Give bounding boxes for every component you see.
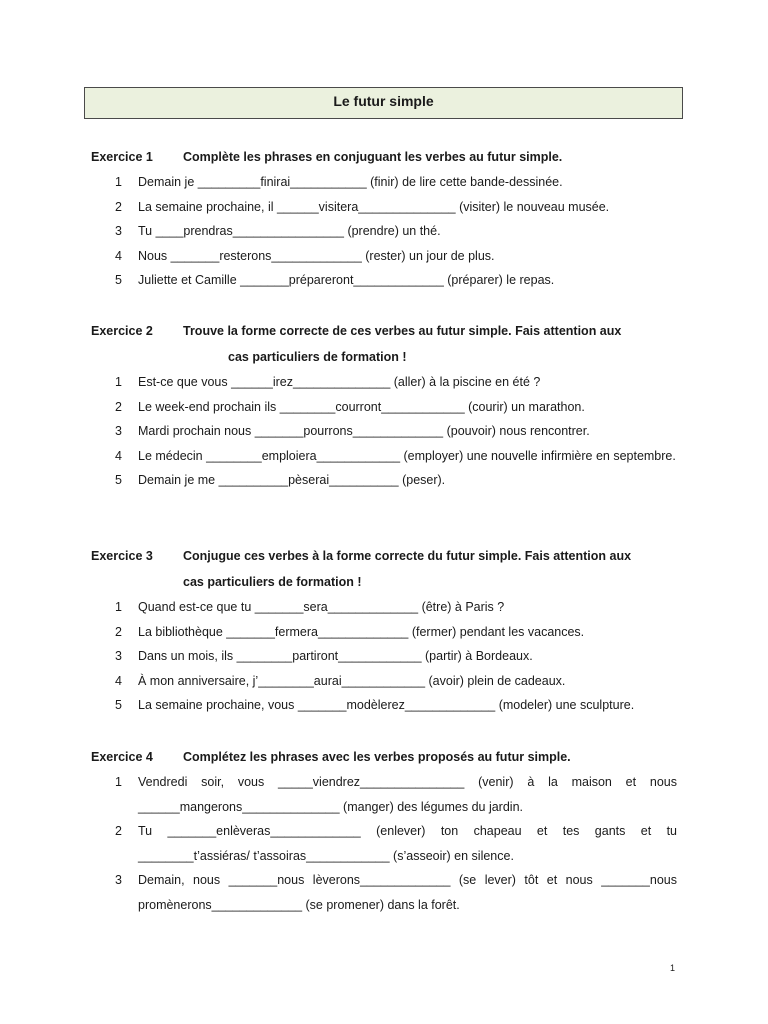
list-item xyxy=(91,595,677,620)
exercise-3 xyxy=(91,543,677,718)
list-item xyxy=(91,395,677,420)
exercise-label: Exercice 3 xyxy=(91,549,153,563)
list-item xyxy=(91,244,677,269)
item-number: 4 xyxy=(115,248,122,263)
item-number: 1 xyxy=(115,375,122,389)
item-number: 3 xyxy=(115,873,122,888)
exercise-header xyxy=(91,744,677,770)
exercise-items xyxy=(91,595,677,718)
exercise-header xyxy=(91,144,677,170)
item-number: 1 xyxy=(115,775,122,789)
item-number: 5 xyxy=(115,273,122,288)
item-number: 2 xyxy=(115,399,122,414)
exercise-header-continued xyxy=(91,344,677,370)
item-text: Le médecin ________emploiera____________ (employer) une nouvelle infirmière en septembre. xyxy=(138,448,676,463)
item-text: Demain, nous _______nous lèverons_____________ (se lever) tôt et nous _______nous promènerons_____________ (se promener) dans la forêt. xyxy=(138,873,677,912)
item-text: La semaine prochaine, vous _______modèlerez_____________ (modeler) une sculpture. xyxy=(138,698,635,713)
item-number: 5 xyxy=(115,473,122,488)
list-item xyxy=(91,444,677,469)
page-number: 1 xyxy=(670,963,676,973)
list-item xyxy=(91,819,677,868)
item-number: 2 xyxy=(115,624,122,639)
list-item xyxy=(91,468,677,493)
list-item xyxy=(91,370,677,395)
item-number: 3 xyxy=(115,649,122,664)
exercise-4 xyxy=(91,744,677,918)
item-text: La bibliothèque _______fermera_____________ (fermer) pendant les vacances. xyxy=(138,624,585,639)
item-text: Quand est-ce que tu _______sera_____________ (être) à Paris ? xyxy=(138,600,505,614)
exercise-header xyxy=(91,318,677,344)
list-item xyxy=(91,419,677,444)
list-item xyxy=(91,268,677,293)
list-item xyxy=(91,693,677,718)
list-item xyxy=(91,868,677,917)
item-text: Est-ce que vous ______irez______________ (aller) à la piscine en été ? xyxy=(138,375,541,389)
item-text: Demain je me __________pèserai__________ (peser). xyxy=(138,473,446,488)
exercise-instruction: Complète les phrases en conjuguant les verbes au futur simple. xyxy=(183,150,563,164)
page-title: Le futur simple xyxy=(84,87,683,119)
item-number: 4 xyxy=(115,448,122,463)
item-text: Le week-end prochain ils ________courront____________ (courir) un marathon. xyxy=(138,399,585,414)
exercise-1 xyxy=(91,144,677,293)
exercise-label: Exercice 4 xyxy=(91,750,153,764)
item-number: 3 xyxy=(115,424,122,439)
item-text: Vendredi soir, vous _____viendrez_______________ (venir) à la maison et nous ______mangerons______________ (manger) des légumes du jardin. xyxy=(138,775,677,814)
item-text: Nous _______resterons_____________ (rester) un jour de plus. xyxy=(138,248,495,263)
list-item xyxy=(91,170,677,195)
item-number: 1 xyxy=(115,175,122,189)
exercise-header xyxy=(91,543,677,569)
exercise-instruction: Complétez les phrases avec les verbes proposés au futur simple. xyxy=(183,750,571,764)
item-text: Juliette et Camille _______prépareront_____________ (préparer) le repas. xyxy=(138,273,555,288)
item-text: La semaine prochaine, il ______visitera______________ (visiter) le nouveau musée. xyxy=(138,199,610,214)
item-text: Tu _______enlèveras_____________ (enlever) ton chapeau et tes gants et tu ________t’assiéras/ t’assoiras____________ (s’asseoir) en silence. xyxy=(138,824,677,863)
list-item xyxy=(91,195,677,220)
exercise-instruction-continued: cas particuliers de formation ! xyxy=(183,575,362,589)
exercise-items xyxy=(91,770,677,918)
item-text: Demain je _________finirai___________ (finir) de lire cette bande-dessinée. xyxy=(138,175,563,189)
exercise-2 xyxy=(91,318,677,493)
item-number: 2 xyxy=(115,199,122,214)
item-number: 2 xyxy=(115,824,122,839)
item-number: 1 xyxy=(115,600,122,614)
exercise-header-continued xyxy=(91,569,677,595)
exercise-items xyxy=(91,170,677,293)
item-number: 4 xyxy=(115,673,122,688)
list-item xyxy=(91,219,677,244)
exercise-instruction-continued: cas particuliers de formation ! xyxy=(228,350,407,364)
list-item xyxy=(91,644,677,669)
item-text: Mardi prochain nous _______pourrons_____________ (pouvoir) nous rencontrer. xyxy=(138,424,590,439)
list-item xyxy=(91,620,677,645)
exercise-items xyxy=(91,370,677,493)
exercise-instruction: Conjugue ces verbes à la forme correcte du futur simple. Fais attention aux xyxy=(183,549,632,563)
list-item xyxy=(91,669,677,694)
exercise-instruction: Trouve la forme correcte de ces verbes au futur simple. Fais attention aux xyxy=(183,324,622,338)
exercise-label: Exercice 2 xyxy=(91,324,153,338)
item-number: 5 xyxy=(115,698,122,713)
item-number: 3 xyxy=(115,224,122,239)
item-text: Tu ____prendras________________ (prendre) un thé. xyxy=(138,224,441,239)
item-text: Dans un mois, ils ________partiront____________ (partir) à Bordeaux. xyxy=(138,649,533,664)
list-item xyxy=(91,770,677,819)
item-text: À mon anniversaire, j’________aurai____________ (avoir) plein de cadeaux. xyxy=(138,673,566,688)
exercise-label: Exercice 1 xyxy=(91,150,153,164)
